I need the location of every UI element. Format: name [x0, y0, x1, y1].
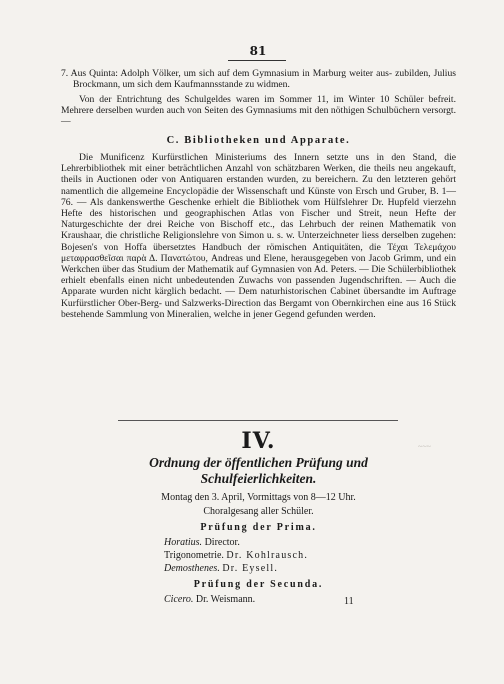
prima-row-2	[164, 550, 308, 561]
prima-teacher: Dr. Kohlrausch.	[226, 550, 309, 561]
section-iv-number: IV.	[241, 428, 276, 454]
secunda-subject: Cicero.	[164, 594, 194, 605]
school-fee-paragraph: Von der Entrichtung des Schulgeldes waren im Sommer 11, im Winter 10 Schüler befreit. Mehrere derselben wurden auch von Seiten des Gymnasiums mit den nöthigen Schulbüchern versorgt. —	[61, 94, 456, 128]
prima-row-3	[164, 563, 278, 574]
header-rule	[228, 60, 286, 61]
exam-date-line: Montag den 3. April, Vormittags von 8—12 Uhr.	[161, 492, 356, 503]
page-number: 81	[249, 44, 267, 58]
prima-subject: Horatius.	[164, 537, 203, 548]
secunda-heading: Prüfung der Secunda.	[193, 579, 324, 590]
prima-subject: Trigonometrie.	[164, 550, 224, 561]
prima-subject: Demosthenes.	[164, 563, 220, 574]
entry-7-line-1: 7. Aus Quinta: Adolph Völker, um sich auf dem Gymnasium in Marburg weiter aus-	[61, 68, 393, 79]
section-c-paragraph: Die Munificenz Kurfürstlichen Ministeriums des Innern setzte uns in den Stand, die Lehrerbibliothek mit einer beträchtlichen Anzahl von schätzbaren Werken, die theils neu angekauft, theils in Auctionen oder von Antiquaren erstanden wurden, zu bereichern. Zu den letzteren gehört namentlich die allgemeine Encyclopädie der Wissenschaft und Künste von Ersch und Gruber, B. 1—76. — Als dankenswerthe Geschenke erhielt die Bibliothek vom Hülfslehrer Dr. Hupfeld vierzehn Hefte des historischen und geographischen Atlas von Fischer und Streit, neun Hefte der Naturgeschichte der drei Reiche von Bischoff etc., das Lehrbuch der reinen Mathematik von Kraushaar, die christliche Religionslehre von Simon u. s. w. Unterzeichneter liess derselben zugehen: Bojesen's von Hoffa übersetztes Handbuch der römischen Antiquitäten, die Τέχαι Τελεμάχου μεταφρασθεῖσαι παρὰ Δ. Πανατώτου, Andreas und Elene, herausgegeben von Jacob Grimm, und ein Werkchen über das Studium der Mathematik auf Gymnasien von Ad. Peters. — Die Schülerbibliothek erhielt ebenfalls einen nicht unbedeutenden Zuwachs von passenden Jugendschriften. — Auch die Apparate wurden nicht kärglich bedacht. — Dem naturhistorischen Cabinet übersandte im Auftrage Kurfürstlicher Ober-Berg- und Salzwerks-Direction das Bergamt von Obernkirchen eine aus 16 Stück bestehende Sammlung von Mineralien, welche in jener Gegend gefunden werden.	[61, 152, 456, 320]
prima-teacher: Director.	[204, 537, 240, 548]
secunda-teacher: Dr. Weismann.	[195, 594, 256, 605]
secunda-row-1	[164, 594, 255, 605]
prima-heading: Prüfung der Prima.	[200, 522, 317, 533]
entry-7-line-2: zubilden, Julius Brockmann, um sich dem Kaufmannsstande zu widmen.	[73, 68, 456, 91]
chorale-line: Choralgesang aller Schüler.	[203, 506, 314, 517]
prima-row-1	[164, 537, 240, 548]
section-iv-title	[61, 455, 456, 486]
section-iv-title-line-2: Schulfeierlichkeiten.	[200, 470, 317, 486]
prima-teacher: Dr. Eysell.	[222, 563, 279, 574]
bleed-through-mark: ~~~	[418, 442, 431, 451]
section-divider	[118, 420, 398, 421]
section-iv-title-line-1: Ordnung der öffentlichen Prüfung und	[149, 455, 368, 470]
signature-mark: 11	[344, 596, 354, 607]
leavers-entry	[61, 68, 456, 90]
section-c-heading: C. Bibliotheken und Apparate.	[166, 135, 351, 146]
